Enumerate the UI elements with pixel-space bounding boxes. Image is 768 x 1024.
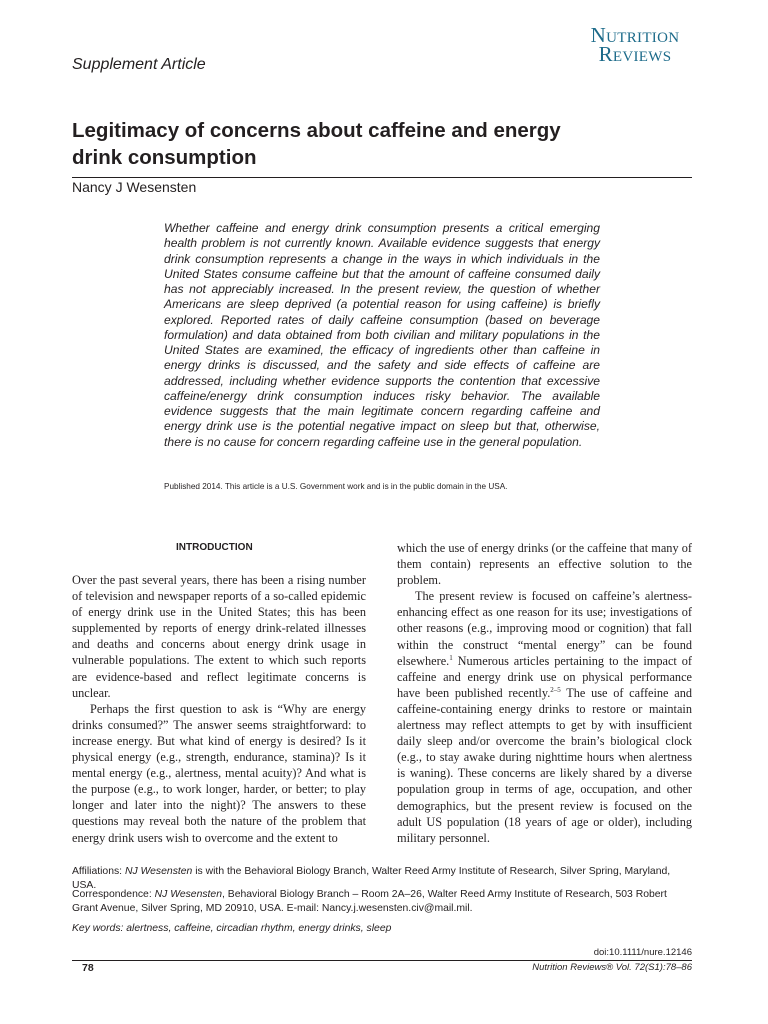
journal-logo xyxy=(560,23,710,66)
correspondence-text: , Behavioral Biology Branch – Room 2A–26, Walter Reed Army Institute of Research, 503 Robert Grant Avenue, Silver Spring, MD 20910, USA. E-mail: Nancy.j.wesensten.civ@mail.mil. xyxy=(72,889,667,914)
section-heading: INTRODUCTION xyxy=(176,542,253,553)
reference-link[interactable]: 2–5 xyxy=(550,685,561,694)
author-name: Nancy J Wesensten xyxy=(72,179,197,195)
title-rule xyxy=(72,177,692,178)
text-span: The present review is focused on caffeine’s alertness-enhancing effect as one reason for its use; investigations of other reasons (e.g., improving mood or cognition) that fall within the construct “mental energy” can be found elsewhere. xyxy=(397,589,692,668)
article-title: Legitimacy of concerns about caffeine and energy drink consumption xyxy=(72,119,561,169)
article-type: Supplement Article xyxy=(72,56,206,73)
correspondence-label: Correspondence: xyxy=(72,889,155,900)
paragraph xyxy=(397,588,692,846)
affiliations-label: Affiliations: xyxy=(72,866,125,877)
body-column-left xyxy=(72,572,366,846)
keywords: Key words: alertness, caffeine, circadian rhythm, energy drinks, sleep xyxy=(72,923,392,934)
journal-logo-line1: Nutrition xyxy=(590,23,680,47)
text-span: Numerous articles pertaining to the impact of caffeine and energy drink use on physical performance have been published recently. xyxy=(397,653,692,700)
abstract: Whether caffeine and energy drink consumption presents a critical emerging health problem is not currently known. Available evidence suggests that energy drink consumption represents a change in the ways in which individuals in the United States consume caffeine but that the amount of caffeine consumed daily has not appreciably increased. In the present review, the question of whether Americans are sleep deprived (a potential reason for using caffeine) is briefly explored. Reported rates of daily caffeine consumption (based on beverage formulation) and data obtained from both civilian and military populations in the United States are examined, the efficacy of ingredients other than caffeine in energy drinks is discussed, and the safety and side effects of caffeine are addressed, including whether evidence supports the contention that excessive caffeine/energy drink consumption induces risky behavior. The available evidence suggests that the main legitimate concern regarding caffeine and energy drink use is the potential negative impact on sleep but that, otherwise, there is no cause for concern regarding caffeine use in the general population. xyxy=(164,221,600,449)
reference-link[interactable]: 1 xyxy=(449,653,453,662)
affiliations-text: is with the Behavioral Biology Branch, Walter Reed Army Institute of Research, Silver Spring, Maryland, USA. xyxy=(72,866,671,891)
footer-rule xyxy=(72,960,692,961)
text-span: The use of caffeine and caffeine-containing energy drinks to restore or maintain alertness may reflect attempts to get by with insufficient daily sleep and/or overcome the brain’s biological clock (e.g., to stay awake during nighttime hours when alertness is waning). These concerns are likely shared by a diverse population group in terms of age, occupation, and other demographics, but the present review is focused on the adult US population (18 years of age or older), including military personnel. xyxy=(397,685,692,845)
journal-citation: Nutrition Reviews® Vol. 72(S1):78–86 xyxy=(532,962,692,973)
abstract-note: Published 2014. This article is a U.S. Government work and is in the public domain in the USA. xyxy=(164,482,508,491)
page-number: 78 xyxy=(82,962,94,974)
doi[interactable]: doi:10.1111/nure.12146 xyxy=(593,947,692,958)
paragraph: which the use of energy drinks (or the caffeine that many of them contain) represents an effective solution to the problem. xyxy=(397,541,692,588)
journal-logo-line2: Reviews xyxy=(598,42,672,66)
paragraph: Over the past several years, there has been a rising number of television and newspaper reports of a so-called epidemic of energy drink use in the United States; this has been supplemented by reports of energy drink-related illnesses and deaths and concerns about energy drink usage in vulnerable populations. The extent to which such reports are evidence-based and reflect legitimate concerns is unclear. xyxy=(72,573,366,700)
body-column-right xyxy=(397,540,692,846)
paragraph: Perhaps the first question to ask is “Why are energy drinks consumed?” The answer seems straightforward: to increase energy. But what kind of energy is desired? Is it physical energy (e.g., strength, endurance, stamina)? Is it mental energy (e.g., alertness, mental acuity)? And what is the purpose (e.g., to work longer, harder, or better; to play longer and later into the night)? The answers to these questions may reveal both the nature of the problem that energy drink users wish to overcome and the extent to xyxy=(72,701,366,845)
correspondence-author: NJ Wesensten xyxy=(154,889,222,900)
correspondence xyxy=(72,888,692,915)
affiliations-author: NJ Wesensten xyxy=(124,866,193,877)
